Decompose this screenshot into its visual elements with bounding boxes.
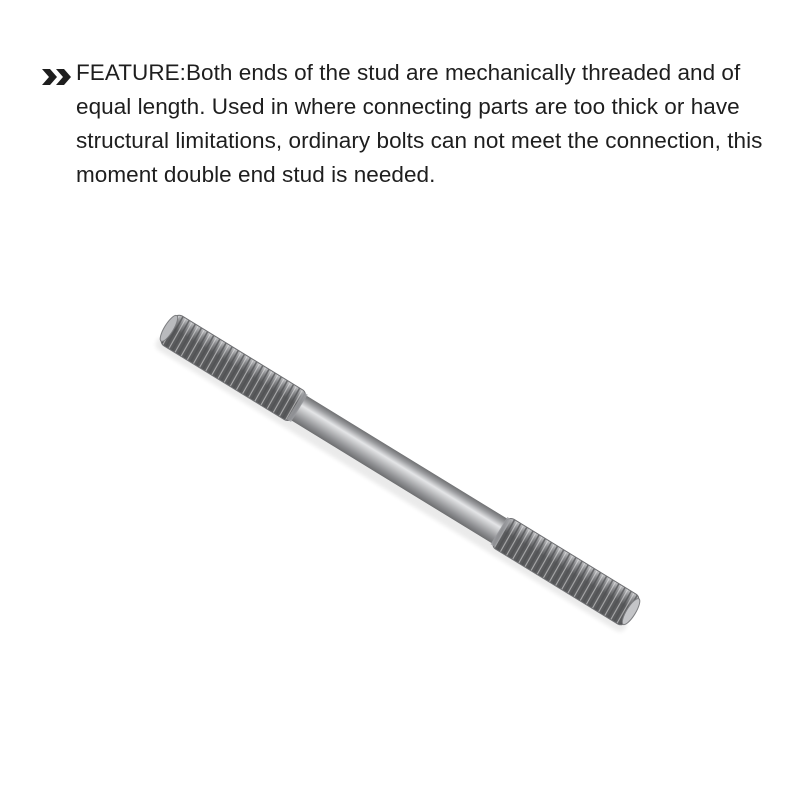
feature-text: FEATURE:Both ends of the stud are mechanically threaded and of equal length. Used in where connecting parts are too thick or have structural limitations, ordinary bolts can not meet the connection, this moment double end stud is needed.: [76, 60, 763, 187]
